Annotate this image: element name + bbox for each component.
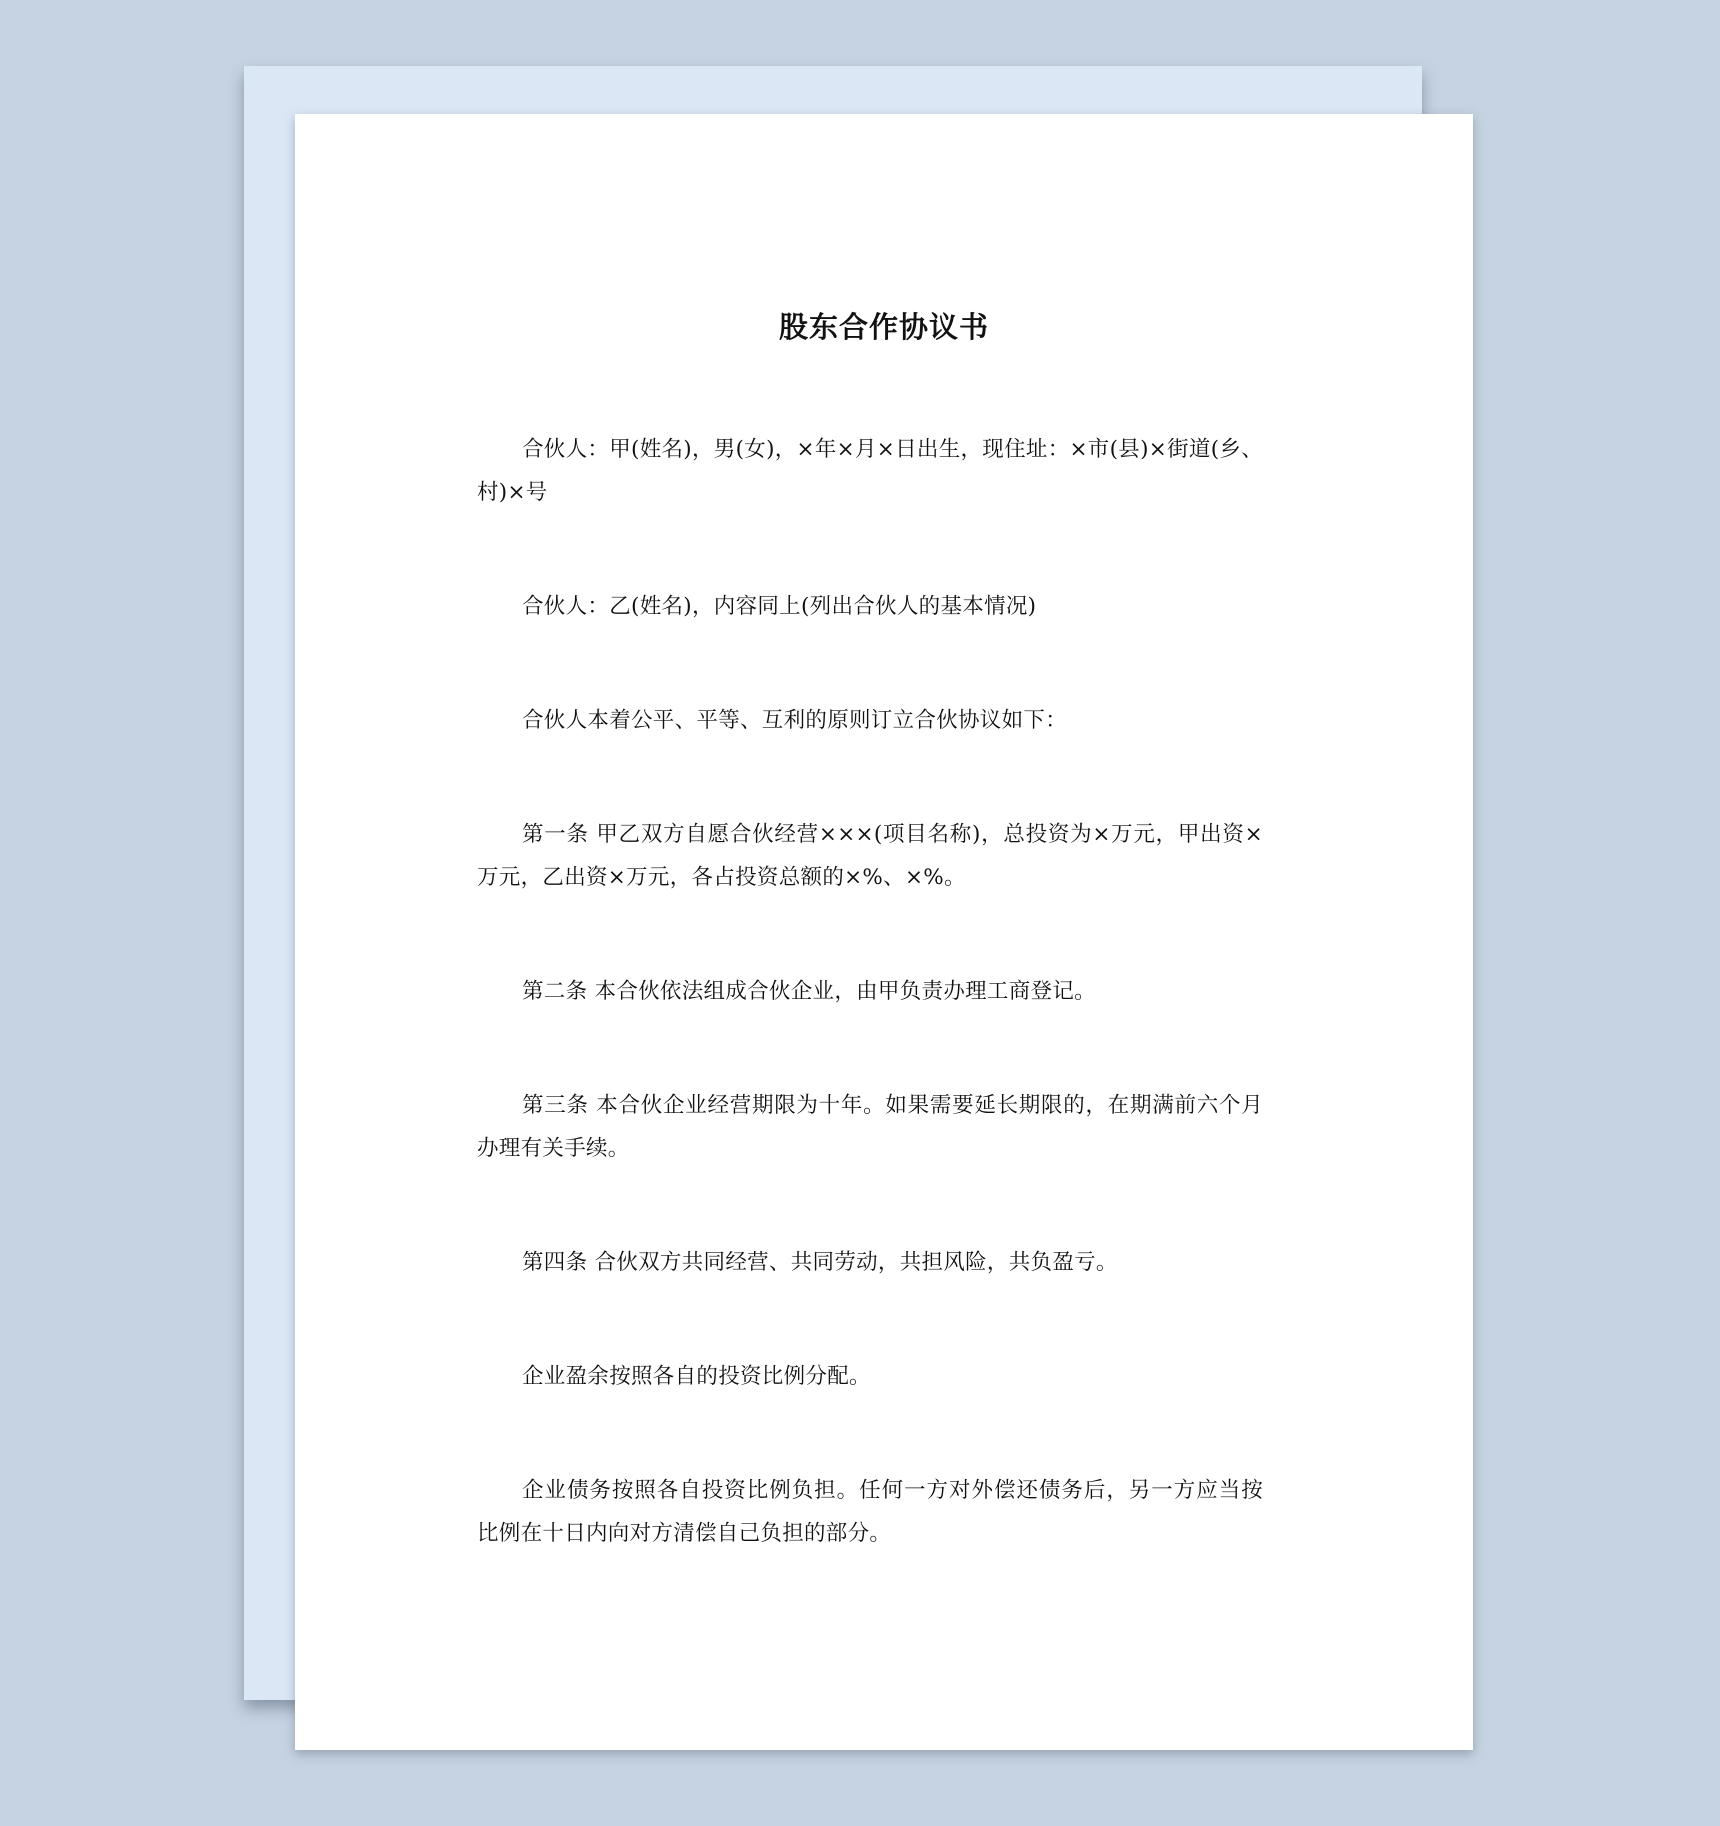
- paragraph-partner-b: 合伙人：乙(姓名)，内容同上(列出合伙人的基本情况): [522, 594, 1037, 619]
- paragraph-article-3: 第三条 本合伙企业经营期限为十年。如果需要延长期限的，在期满前六个月办理有关手续。: [477, 1093, 1263, 1161]
- document-body: [477, 428, 1263, 1626]
- document-title: 股东合作协议书: [778, 310, 989, 344]
- paragraph-article-4: 第四条 合伙双方共同经营、共同劳动，共担风险，共负盈亏。: [522, 1250, 1118, 1275]
- document-page: [295, 114, 1473, 1750]
- paragraph-preamble: 合伙人本着公平、平等、互利的原则订立合伙协议如下：: [522, 708, 1068, 733]
- paragraph-debt-liability: 企业债务按照各自投资比例负担。任何一方对外偿还债务后，另一方应当按比例在十日内向对方清偿自己负担的部分。: [477, 1478, 1263, 1546]
- paragraph-article-1: 第一条 甲乙双方自愿合伙经营×××(项目名称)，总投资为×万元，甲出资×万元，乙出资×万元，各占投资总额的×%、×%。: [477, 822, 1263, 890]
- paragraph-profit-distribution: 企业盈余按照各自的投资比例分配。: [522, 1364, 871, 1389]
- paragraph-partner-a: 合伙人：甲(姓名)，男(女)，×年×月×日出生，现住址：×市(县)×街道(乡、村)×号: [477, 437, 1263, 505]
- paragraph-article-2: 第二条 本合伙依法组成合伙企业，由甲负责办理工商登记。: [522, 979, 1096, 1004]
